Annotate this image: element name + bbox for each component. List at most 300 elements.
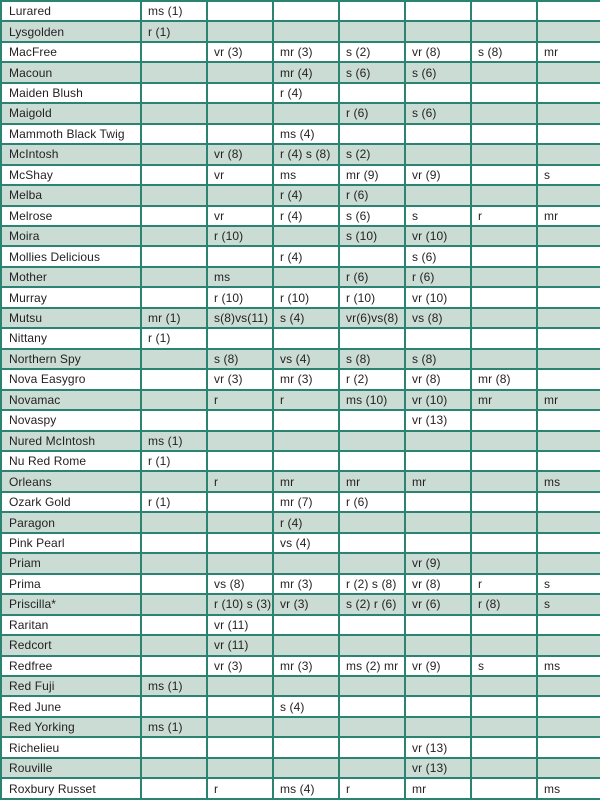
rating-cell (537, 349, 600, 369)
rating-cell (339, 451, 405, 471)
table-row (1, 246, 600, 266)
rating-cell (141, 246, 207, 266)
rating-cell (339, 431, 405, 451)
rating-cell (141, 267, 207, 287)
variety-name-cell: Mother (1, 267, 141, 287)
table-row (1, 206, 600, 226)
rating-cell (471, 615, 537, 635)
rating-cell: mr (537, 206, 600, 226)
rating-cell (141, 635, 207, 655)
table-row (1, 42, 600, 62)
rating-cell (141, 656, 207, 676)
rating-cell (141, 144, 207, 164)
variety-name-cell: Orleans (1, 471, 141, 491)
rating-cell (273, 737, 339, 757)
table-row (1, 287, 600, 307)
rating-cell (537, 410, 600, 430)
rating-cell (273, 103, 339, 123)
rating-cell (405, 431, 471, 451)
table-row (1, 185, 600, 205)
rating-cell: vr (11) (207, 615, 273, 635)
rating-cell (207, 62, 273, 82)
rating-cell: r (10) s (3) (207, 594, 273, 614)
variety-name-cell: Mutsu (1, 308, 141, 328)
table-row (1, 778, 600, 799)
rating-cell (141, 369, 207, 389)
rating-cell (537, 21, 600, 41)
rating-cell (471, 635, 537, 655)
rating-cell (141, 226, 207, 246)
rating-cell: s (2) (339, 42, 405, 62)
rating-cell: s (4) (273, 696, 339, 716)
table-body (1, 1, 600, 799)
rating-cell (141, 574, 207, 594)
rating-cell: vr (8) (207, 144, 273, 164)
rating-cell (471, 553, 537, 573)
variety-name-cell: Nova Easygro (1, 369, 141, 389)
rating-cell: r (339, 778, 405, 799)
table-row (1, 656, 600, 676)
rating-cell: mr (1) (141, 308, 207, 328)
rating-cell (141, 778, 207, 799)
rating-cell: vs (8) (405, 308, 471, 328)
rating-cell: r (207, 390, 273, 410)
rating-cell: r (1) (141, 451, 207, 471)
variety-name-cell: Ozark Gold (1, 492, 141, 512)
rating-cell (141, 185, 207, 205)
rating-cell (405, 1, 471, 21)
rating-cell (273, 21, 339, 41)
rating-cell (537, 635, 600, 655)
rating-cell: vr (10) (405, 390, 471, 410)
rating-cell (471, 144, 537, 164)
rating-cell (471, 21, 537, 41)
rating-cell: s (8) (471, 42, 537, 62)
rating-cell: vr(6)vs(8) (339, 308, 405, 328)
rating-cell: r (1) (141, 492, 207, 512)
rating-cell: mr (7) (273, 492, 339, 512)
rating-cell (339, 21, 405, 41)
rating-cell (273, 431, 339, 451)
rating-cell: mr (405, 471, 471, 491)
rating-cell: r (10) (273, 287, 339, 307)
rating-cell: r (207, 778, 273, 799)
rating-cell (207, 512, 273, 532)
rating-cell: ms (207, 267, 273, 287)
variety-name-cell: Roxbury Russet (1, 778, 141, 799)
rating-cell: r (4) (273, 83, 339, 103)
rating-cell (537, 287, 600, 307)
rating-cell: ms (537, 471, 600, 491)
rating-cell (273, 676, 339, 696)
rating-cell: r (2) s (8) (339, 574, 405, 594)
rating-cell: r (4) (273, 512, 339, 532)
variety-name-cell: Rouville (1, 758, 141, 778)
rating-cell: vs (4) (273, 349, 339, 369)
rating-cell (537, 717, 600, 737)
table-row (1, 717, 600, 737)
rating-cell: r (1) (141, 21, 207, 41)
table-row (1, 369, 600, 389)
rating-cell: vr (3) (207, 656, 273, 676)
rating-cell (537, 492, 600, 512)
table-row (1, 533, 600, 553)
rating-cell: ms (537, 778, 600, 799)
table-row (1, 328, 600, 348)
rating-cell: ms (4) (273, 124, 339, 144)
table-row (1, 390, 600, 410)
rating-cell (339, 696, 405, 716)
rating-cell: r (6) (339, 492, 405, 512)
rating-cell (537, 737, 600, 757)
rating-cell (207, 1, 273, 21)
rating-cell (141, 410, 207, 430)
rating-cell (405, 615, 471, 635)
rating-cell (537, 267, 600, 287)
rating-cell (273, 1, 339, 21)
rating-cell: s (405, 206, 471, 226)
variety-name-cell: Lysgolden (1, 21, 141, 41)
variety-name-cell: Red Yorking (1, 717, 141, 737)
variety-name-cell: Macoun (1, 62, 141, 82)
rating-cell: s (2) (339, 144, 405, 164)
rating-cell (141, 83, 207, 103)
rating-cell (273, 553, 339, 573)
rating-cell (207, 83, 273, 103)
rating-cell: vr (6) (405, 594, 471, 614)
rating-cell (537, 696, 600, 716)
rating-cell: r (8) (471, 594, 537, 614)
table-row (1, 758, 600, 778)
variety-name-cell: Raritan (1, 615, 141, 635)
rating-cell (141, 103, 207, 123)
variety-name-cell: Nured McIntosh (1, 431, 141, 451)
table-row (1, 308, 600, 328)
rating-cell (141, 287, 207, 307)
rating-cell (537, 103, 600, 123)
rating-cell: vr (10) (405, 287, 471, 307)
rating-cell: r (10) (207, 287, 273, 307)
rating-cell (537, 185, 600, 205)
rating-cell (537, 1, 600, 21)
variety-name-cell: Redfree (1, 656, 141, 676)
variety-name-cell: Murray (1, 287, 141, 307)
rating-cell: s (8) (339, 349, 405, 369)
rating-cell (537, 512, 600, 532)
rating-cell (207, 185, 273, 205)
table-row (1, 635, 600, 655)
rating-cell (405, 21, 471, 41)
rating-cell (471, 676, 537, 696)
rating-cell (537, 144, 600, 164)
rating-cell (207, 124, 273, 144)
rating-cell: s (6) (339, 62, 405, 82)
rating-cell (537, 431, 600, 451)
table-row (1, 451, 600, 471)
rating-cell (273, 717, 339, 737)
rating-cell: vr (9) (405, 656, 471, 676)
table-row (1, 83, 600, 103)
rating-cell (339, 717, 405, 737)
table-row (1, 594, 600, 614)
rating-cell: s (537, 594, 600, 614)
rating-cell (537, 676, 600, 696)
variety-name-cell: McIntosh (1, 144, 141, 164)
rating-cell: vr (10) (405, 226, 471, 246)
rating-cell: vr (3) (207, 369, 273, 389)
rating-cell (537, 553, 600, 573)
rating-cell: mr (3) (273, 369, 339, 389)
rating-cell: r (471, 574, 537, 594)
rating-cell (339, 83, 405, 103)
rating-cell: s (6) (405, 103, 471, 123)
rating-cell (141, 512, 207, 532)
rating-cell (405, 635, 471, 655)
rating-cell (537, 758, 600, 778)
rating-cell: vr (8) (405, 369, 471, 389)
rating-cell (471, 308, 537, 328)
variety-name-cell: Pink Pearl (1, 533, 141, 553)
rating-cell (471, 410, 537, 430)
rating-cell (471, 696, 537, 716)
rating-cell: vr (8) (405, 574, 471, 594)
rating-cell: mr (537, 42, 600, 62)
rating-cell (339, 512, 405, 532)
rating-cell (339, 124, 405, 144)
rating-cell (141, 471, 207, 491)
rating-cell: s (10) (339, 226, 405, 246)
rating-cell (471, 451, 537, 471)
rating-cell (339, 328, 405, 348)
variety-name-cell: Mammoth Black Twig (1, 124, 141, 144)
variety-name-cell: Novaspy (1, 410, 141, 430)
table-row (1, 21, 600, 41)
rating-cell: ms (1) (141, 717, 207, 737)
rating-cell (471, 471, 537, 491)
rating-cell (537, 328, 600, 348)
table-row (1, 410, 600, 430)
rating-cell (405, 676, 471, 696)
variety-name-cell: Northern Spy (1, 349, 141, 369)
rating-cell (537, 533, 600, 553)
rating-cell (471, 533, 537, 553)
table-row (1, 737, 600, 757)
rating-cell (339, 615, 405, 635)
rating-cell: r (6) (339, 103, 405, 123)
rating-cell: s (4) (273, 308, 339, 328)
rating-cell (207, 553, 273, 573)
rating-cell (537, 451, 600, 471)
rating-cell (207, 246, 273, 266)
rating-cell: vr (8) (405, 42, 471, 62)
rating-cell: s (471, 656, 537, 676)
rating-cell: r (273, 390, 339, 410)
rating-cell (537, 369, 600, 389)
rating-cell (471, 62, 537, 82)
rating-cell (405, 533, 471, 553)
rating-cell (405, 124, 471, 144)
rating-cell (273, 328, 339, 348)
rating-cell (141, 165, 207, 185)
rating-cell: mr (339, 471, 405, 491)
rating-cell: r (6) (339, 185, 405, 205)
rating-cell (471, 328, 537, 348)
rating-cell (207, 696, 273, 716)
rating-cell (141, 758, 207, 778)
rating-cell (273, 451, 339, 471)
rating-cell: mr (9) (339, 165, 405, 185)
rating-cell: s (537, 574, 600, 594)
rating-cell: r (4) (273, 246, 339, 266)
rating-cell (141, 124, 207, 144)
rating-cell: mr (273, 471, 339, 491)
rating-cell (273, 267, 339, 287)
rating-cell: mr (4) (273, 62, 339, 82)
rating-cell (405, 512, 471, 532)
rating-cell: ms (273, 165, 339, 185)
rating-cell (471, 246, 537, 266)
table-row (1, 226, 600, 246)
variety-name-cell: Melrose (1, 206, 141, 226)
variety-name-cell: Priam (1, 553, 141, 573)
table-row (1, 349, 600, 369)
table-row (1, 1, 600, 21)
rating-cell (141, 594, 207, 614)
rating-cell (141, 553, 207, 573)
rating-cell (405, 328, 471, 348)
table-row (1, 431, 600, 451)
rating-cell (471, 778, 537, 799)
table-row (1, 124, 600, 144)
rating-cell (273, 410, 339, 430)
table-row (1, 471, 600, 491)
rating-cell (273, 758, 339, 778)
variety-name-cell: Red June (1, 696, 141, 716)
rating-cell (471, 737, 537, 757)
rating-cell (405, 451, 471, 471)
variety-name-cell: Richelieu (1, 737, 141, 757)
rating-cell (207, 492, 273, 512)
rating-cell (207, 431, 273, 451)
rating-cell: vs (4) (273, 533, 339, 553)
rating-cell (207, 737, 273, 757)
rating-cell (471, 226, 537, 246)
rating-cell (207, 758, 273, 778)
rating-cell: ms (2) mr (339, 656, 405, 676)
variety-name-cell: McShay (1, 165, 141, 185)
rating-cell: r (207, 471, 273, 491)
rating-cell (405, 717, 471, 737)
variety-name-cell: Nittany (1, 328, 141, 348)
rating-cell (471, 103, 537, 123)
rating-cell: vr (3) (207, 42, 273, 62)
rating-cell (471, 287, 537, 307)
rating-cell (537, 83, 600, 103)
rating-cell (141, 349, 207, 369)
rating-cell (141, 533, 207, 553)
rating-cell (207, 328, 273, 348)
rating-cell: s (6) (339, 206, 405, 226)
rating-cell: s (2) r (6) (339, 594, 405, 614)
variety-name-cell: Paragon (1, 512, 141, 532)
rating-cell: ms (537, 656, 600, 676)
table-row (1, 144, 600, 164)
variety-name-cell: Melba (1, 185, 141, 205)
rating-cell: r (2) (339, 369, 405, 389)
rating-cell (273, 635, 339, 655)
rating-cell (141, 390, 207, 410)
rating-cell (471, 492, 537, 512)
rating-cell (537, 246, 600, 266)
variety-name-cell: Priscilla* (1, 594, 141, 614)
rating-cell: ms (1) (141, 676, 207, 696)
rating-cell (339, 246, 405, 266)
rating-cell (537, 308, 600, 328)
rating-cell (471, 165, 537, 185)
rating-cell: r (6) (339, 267, 405, 287)
rating-cell: r (10) (207, 226, 273, 246)
table-row (1, 62, 600, 82)
rating-cell: s(8)vs(11) (207, 308, 273, 328)
rating-cell (471, 267, 537, 287)
variety-name-cell: Lurared (1, 1, 141, 21)
rating-cell: s (6) (405, 246, 471, 266)
rating-cell (339, 737, 405, 757)
rating-cell: vr (207, 206, 273, 226)
table-row (1, 615, 600, 635)
table-row (1, 165, 600, 185)
rating-cell: mr (3) (273, 42, 339, 62)
table-row (1, 574, 600, 594)
rating-cell (537, 615, 600, 635)
rating-cell (471, 185, 537, 205)
rating-cell (471, 512, 537, 532)
rating-cell (405, 492, 471, 512)
rating-cell (141, 615, 207, 635)
variety-name-cell: Red Fuji (1, 676, 141, 696)
rating-cell: mr (3) (273, 574, 339, 594)
rating-cell (141, 42, 207, 62)
rating-cell: vr (11) (207, 635, 273, 655)
table-row (1, 696, 600, 716)
rating-cell: s (537, 165, 600, 185)
variety-name-cell: Mollies Delicious (1, 246, 141, 266)
rating-cell (207, 103, 273, 123)
rating-cell (471, 349, 537, 369)
rating-cell: vr (207, 165, 273, 185)
rating-cell: s (8) (405, 349, 471, 369)
variety-name-cell: MacFree (1, 42, 141, 62)
rating-cell (339, 553, 405, 573)
rating-cell (471, 124, 537, 144)
rating-cell (141, 696, 207, 716)
rating-cell: vr (3) (273, 594, 339, 614)
rating-cell: s (6) (405, 62, 471, 82)
rating-cell: s (8) (207, 349, 273, 369)
rating-cell: mr (8) (471, 369, 537, 389)
rating-cell (273, 226, 339, 246)
rating-cell (207, 676, 273, 696)
rating-cell: vr (9) (405, 165, 471, 185)
rating-cell: ms (10) (339, 390, 405, 410)
rating-cell (537, 62, 600, 82)
rating-cell: vr (13) (405, 737, 471, 757)
rating-cell (207, 21, 273, 41)
rating-cell (405, 185, 471, 205)
rating-cell (537, 226, 600, 246)
rating-cell: r (4) (273, 185, 339, 205)
rating-cell (207, 533, 273, 553)
